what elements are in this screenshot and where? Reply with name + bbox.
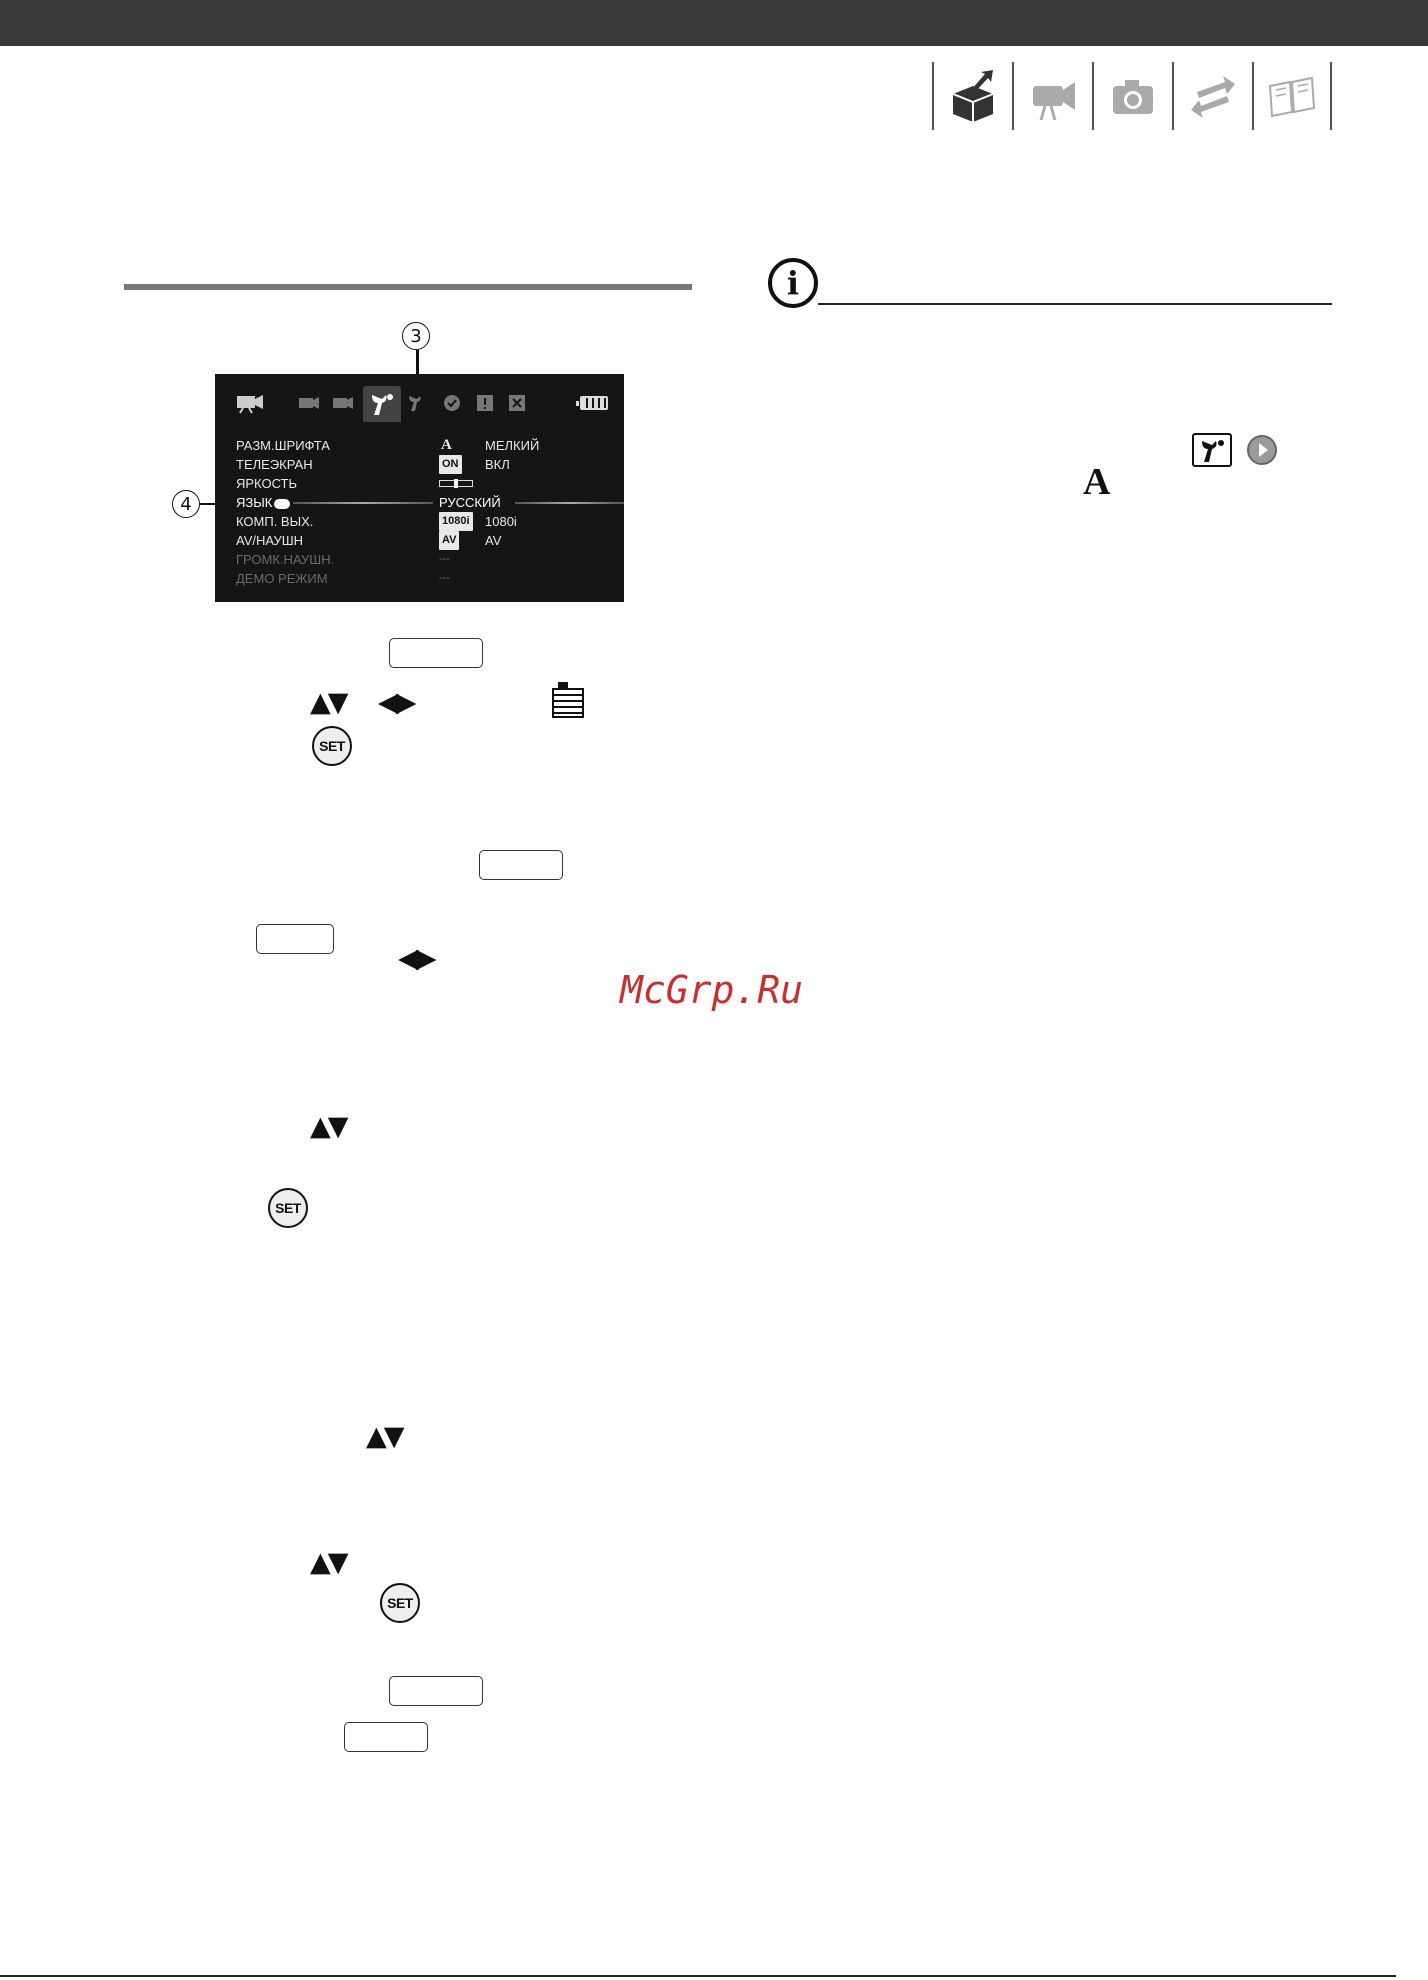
set-button-icon: SET [380,1583,420,1623]
up-down-arrows-icon: ▲▼ [310,687,346,718]
wrench-tab-icon [1192,433,1232,467]
selection-line [293,502,433,504]
menu-row-language[interactable] [215,493,624,512]
menu-row-label: КОМП. ВЫХ. [236,514,314,529]
movie-camera-icon[interactable] [235,392,265,414]
font-size-icon: A [441,437,452,453]
on-badge: ON [439,455,462,474]
top-bar [0,0,1428,46]
speech-bubble-icon [274,499,290,509]
wrench-alt-icon[interactable] [405,392,429,414]
wrench-icon[interactable] [363,386,401,422]
menu-row-value: РУССКИЙ [439,495,501,510]
menu-key-box [479,850,563,880]
book-icon[interactable] [1252,62,1332,130]
menu-row-label: ТЕЛЕЭКРАН [236,457,313,472]
menu-row-font-size[interactable] [215,436,624,455]
menu-row-brightness[interactable] [215,474,624,493]
up-down-arrows-icon: ▲▼ [310,1547,346,1578]
menu-row-headphone-volume [215,550,624,569]
camera-icon[interactable] [1092,62,1172,130]
1080i-badge: 1080i [439,512,473,531]
up-down-arrows-icon: ▲▼ [366,1421,402,1452]
language-label: ЯЗЫК [236,495,273,510]
menu-tab-bar [215,374,624,422]
menu-row-label: ЯРКОСТЬ [236,476,298,491]
menu-row-demo-mode [215,569,624,588]
menu-row-value: AV [485,533,502,548]
watermark: McGrp.Ru [620,968,804,1012]
menu-row-value: --- [439,572,450,584]
callout-3: 3 [402,322,430,350]
info-icon: i [768,258,818,308]
battery-icon [580,396,608,410]
menu-row-label: ДЕМО РЕЖИМ [236,571,328,586]
clock-icon[interactable] [440,392,464,414]
left-right-arrows-icon: ◀▶ [378,687,414,718]
menu-row-label [236,493,290,512]
menu-row-value: МЕЛКИЙ [485,438,540,453]
callout-4: 4 [172,490,200,518]
left-right-arrows-icon: ◀▶ [398,943,434,974]
brightness-bar [439,474,473,493]
menu-row-value: --- [439,553,450,565]
menu-row-label: РАЗМ.ШРИФТА [236,438,330,453]
menu-row-label: AV/НАУШН [236,533,304,548]
bottom-rule [0,1975,1396,1977]
av-badge: AV [439,531,459,550]
set-button-icon: SET [268,1188,308,1228]
box-arrow-icon[interactable] [932,62,1012,130]
section-rule [124,284,692,290]
section-nav [932,62,1332,130]
selection-line [515,502,624,504]
menu-list-icon [552,688,584,718]
menu-key-box [256,924,334,954]
transfer-arrows-icon[interactable] [1172,62,1252,130]
func-key-box [389,638,483,668]
menu-row-component-out[interactable] [215,512,624,531]
camcorder-icon[interactable] [297,392,321,414]
menu-row-tv-screen[interactable] [215,455,624,474]
camcorder-icon[interactable] [1012,62,1092,130]
large-font-icon: A [1083,461,1111,503]
menu-key-box [344,1722,428,1752]
menu-row-av-headphones[interactable] [215,531,624,550]
next-arrow-icon [1247,435,1277,465]
camcorder-alt-icon[interactable] [331,392,355,414]
close-icon[interactable] [505,392,529,414]
menu-row-label: ГРОМК.НАУШН. [236,552,335,567]
func-key-box [389,1676,483,1706]
lcd-menu-screen [215,374,624,602]
up-down-arrows-icon: ▲▼ [310,1111,346,1142]
menu-row-value: 1080i [485,514,517,529]
notes-rule [818,303,1332,305]
info-icon[interactable] [473,392,497,414]
set-button-icon: SET [312,726,352,766]
menu-row-value: ВКЛ [485,457,510,472]
